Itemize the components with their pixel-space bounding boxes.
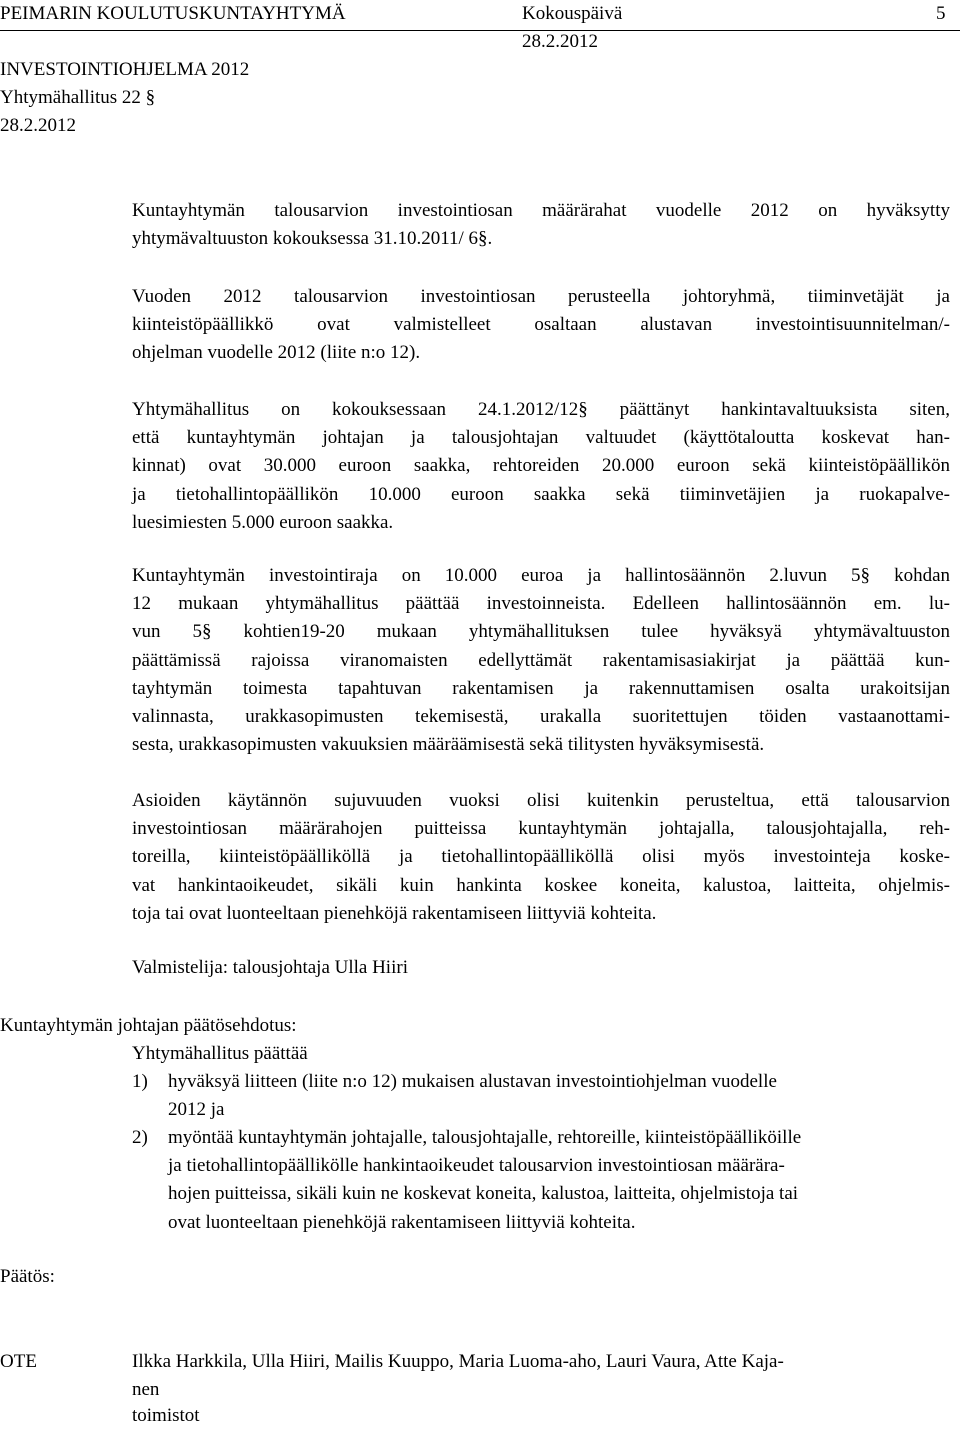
text-line: ohjelman vuodelle 2012 (liite n:o 12).: [132, 342, 421, 364]
text-line: päättämissä rajoissa viranomaisten edellyttämät rakentamisasiakirjat ja päättää kun-: [132, 649, 950, 671]
ote-recipients: Ilkka Harkkila, Ulla Hiiri, Mailis Kuuppo, Maria Luoma-aho, Lauri Vaura, Atte Kaja-: [132, 1351, 784, 1372]
text-line: kiinteistöpäällikkö ovat valmistelleet osaltaan alustavan investointisuunnitelman/-: [132, 314, 950, 336]
text-line: Kuntayhtymän talousarvion investointiosan määrärahat vuodelle 2012 on hyväksytty: [132, 200, 950, 221]
proposal-item-number: 1): [132, 1071, 148, 1092]
ote-label: OTE: [0, 1351, 37, 1372]
paragraph-budget-approval: [132, 197, 950, 253]
text-line: ja tietohallintopäällikölle hankintaoikeudet talousarvion investointiosan määrära-: [168, 1155, 785, 1177]
text-line: ja tietohallintopäällikön 10.000 euroon saakka sekä tiiminvetäjien ja ruokapalve-: [132, 483, 950, 505]
preparer-line: Valmistelija: talousjohtaja Ulla Hiiri: [132, 957, 408, 978]
organization-name: PEIMARIN KOULUTUSKUNTAYHTYMÄ: [0, 3, 346, 24]
text-line: Vuoden 2012 talousarvion investointiosan perusteella johtoryhmä, tiiminvetäjät ja: [132, 286, 950, 307]
ote-recipients-continued: nen: [132, 1379, 160, 1400]
item-date: 28.2.2012: [0, 115, 76, 136]
text-line: valinnasta, urakkasopimusten tekemisestä, urakalla suoritettujen töiden vastaanottami-: [132, 706, 950, 728]
text-line: kinnat) ovat 30.000 euroon saakka, rehtoreiden 20.000 euroon sekä kiinteistöpäällikön: [132, 455, 950, 477]
decision-label: Päätös:: [0, 1266, 55, 1287]
text-line: tayhtymän toimesta tapahtuvan rakentamisen ja rakennuttamisen osalta urakoitsijan: [132, 677, 950, 699]
proposal-label: Kuntayhtymän johtajan päätösehdotus:: [0, 1015, 297, 1036]
ote-recipients-offices: toimistot: [132, 1405, 200, 1426]
text-line: luesimiesten 5.000 euroon saakka.: [132, 511, 394, 533]
text-line: toreilla, kiinteistöpäälliköllä ja tietohallintopäälliköllä olisi myös investointeja koske-: [132, 846, 950, 868]
item-reference: Yhtymähallitus 22 §: [0, 87, 156, 108]
text-line: 12 mukaan yhtymähallitus päättää investoinneista. Edelleen hallintosäännön em. lu-: [132, 593, 950, 615]
proposal-item-text: [168, 1068, 958, 1124]
paragraph-plan-preparation: [132, 283, 950, 368]
text-line: ovat luonteeltaan pienehköjä rakentamiseen liittyviä kohteita.: [168, 1211, 636, 1233]
text-line: 2012 ja: [168, 1099, 225, 1121]
proposal-item-text: [168, 1124, 958, 1237]
text-line: Asioiden käytännön sujuvuuden vuoksi olisi kuitenkin perusteltua, että talousarvion: [132, 790, 950, 811]
text-line: myöntää kuntayhtymän johtajalle, talousjohtajalle, rehtoreille, kiinteistöpäälliköille: [168, 1127, 802, 1148]
text-line: Kuntayhtymän investointiraja on 10.000 euroa ja hallintosäännön 2.luvun 5§ kohdan: [132, 565, 950, 586]
text-line: investointiosan määrärahojen puitteissa kuntayhtymän johtajalla, talousjohtajalla, reh-: [132, 818, 950, 840]
meeting-date: 28.2.2012: [522, 31, 598, 52]
proposal-intro: Yhtymähallitus päättää: [132, 1043, 308, 1064]
text-line: toja tai ovat luonteeltaan pienehköjä rakentamiseen liittyviä kohteita.: [132, 902, 657, 924]
paragraph-procurement-authority: [132, 396, 950, 537]
header-divider: [0, 30, 960, 31]
text-line: vat hankintaoikeudet, sikäli kuin hankinta koskee koneita, kalustoa, laitteita, ohjelmis-: [132, 874, 950, 896]
text-line: Yhtymähallitus on kokouksessaan 24.1.2012/12§ päättänyt hankintavaltuuksista siten,: [132, 399, 950, 420]
document-title: INVESTOINTIOHJELMA 2012: [0, 59, 250, 80]
text-line: hyväksyä liitteen (liite n:o 12) mukaisen alustavan investointiohjelman vuodelle: [168, 1071, 777, 1092]
paragraph-justification: [132, 787, 950, 928]
meeting-date-label: Kokouspäivä: [522, 3, 623, 24]
text-line: että kuntayhtymän johtajan ja talousjohtajan valtuudet (käyttötaloutta koskevat han-: [132, 427, 950, 449]
paragraph-investment-limit: [132, 562, 950, 759]
page-number: 5: [936, 3, 946, 24]
text-line: vun 5§ kohtien19-20 mukaan yhtymähallituksen tulee hyväksyä yhtymävaltuuston: [132, 621, 950, 643]
proposal-item-number: 2): [132, 1127, 148, 1148]
text-line: yhtymävaltuuston kokouksessa 31.10.2011/ 6§.: [132, 228, 493, 250]
text-line: hojen puitteissa, sikäli kuin ne koskevat koneita, kalustoa, laitteita, ohjelmistoja tai: [168, 1183, 799, 1205]
text-line: sesta, urakkasopimusten vakuuksien määräämisestä sekä tilitysten hyväksymisestä.: [132, 734, 765, 756]
